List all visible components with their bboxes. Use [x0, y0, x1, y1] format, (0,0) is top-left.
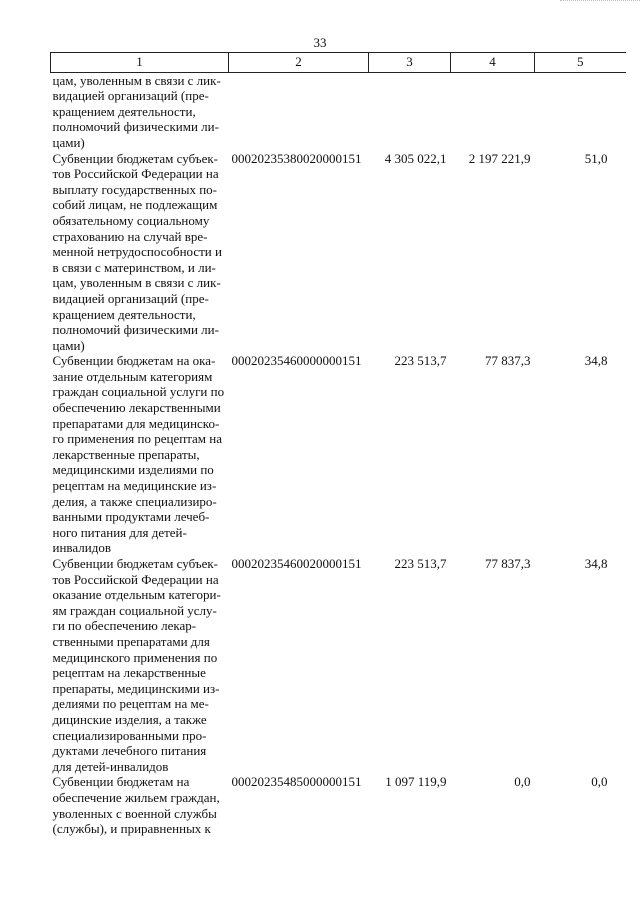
row-percent: 0,0 [591, 774, 608, 790]
row-description: Субвенции бюджетам на ока-зание отдельным категориям граждан социальной услуги по обеспечению лекарственными препаратами для медицинско-го применения по рецептам на лекарственные препараты, медицинскими изделиями по рецептам на медицинские из-делия, а также специализиро-ванными продуктами лечеб-ного питания для детей-инвалидов [52, 353, 225, 556]
row-actual: 0,0 [514, 774, 531, 790]
column-header-1: 1 [51, 53, 229, 73]
scan-edge-mark [560, 0, 640, 4]
row-plan: 1 097 119,9 [385, 774, 447, 790]
row-description: цам, уволенным в связи с лик-видацией организаций (пре-кращением деятельности, полномочий физическими ли-цами) [52, 72, 221, 150]
row-description: Субвенции бюджетам субъек-тов Российской Федерации на выплату государственных по-собий лицам, не подлежащим обязательному социальному страхованию на случай вре-менной нетрудоспособности и в связи с материнством, и ли-цам, уволенным в связи с лик-видацией организаций (пре-кращением деятельности, полномочий физическими ли-цами) [52, 150, 222, 353]
page-number: 33 [313, 35, 327, 50]
row-percent: 34,8 [584, 556, 608, 571]
column-header-4: 4 [451, 53, 535, 73]
row-code [229, 72, 369, 150]
row-actual: 2 197 221,9 [468, 150, 531, 166]
table-row [51, 774, 626, 836]
row-actual [451, 72, 535, 150]
budget-table [50, 52, 626, 837]
row-actual: 77 837,3 [485, 556, 531, 571]
row-percent: 34,8 [584, 353, 608, 369]
row-description: Субвенции бюджетам на обеспечение жильем граждан, уволенных с военной службы (службы), и приравненных к [52, 774, 220, 837]
table-row [51, 151, 626, 354]
table-row [51, 72, 626, 150]
row-code: 00020235460020000151 [231, 556, 362, 571]
row-code: 00020235380020000151 [231, 150, 362, 166]
table-row [51, 556, 626, 774]
row-plan: 4 305 022,1 [384, 150, 447, 166]
column-header-5: 5 [535, 53, 626, 73]
column-header-3: 3 [369, 53, 451, 73]
row-description: Субвенции бюджетам субъек-тов Российской Федерации на оказание отдельным категори-ям граждан социальной услу-ги по обеспечению лекар-ственными препаратами для медицинского применения по рецептам на лекарственные препараты, медицинскими из-делиями по рецептам на ме-дицинские изделия, а также специализированными про-дуктами лечебного питания для детей-инвалидов [52, 556, 221, 774]
column-header-2: 2 [229, 53, 369, 73]
row-plan: 223 513,7 [394, 556, 447, 571]
table-header-row [51, 53, 626, 73]
row-percent [535, 72, 626, 150]
row-plan [369, 72, 451, 150]
row-code: 00020235485000000151 [231, 774, 362, 790]
row-actual: 77 837,3 [485, 353, 531, 369]
row-code: 00020235460000000151 [231, 353, 362, 369]
row-percent: 51,0 [584, 150, 608, 166]
table-row [51, 353, 626, 556]
row-plan: 223 513,7 [394, 353, 447, 369]
